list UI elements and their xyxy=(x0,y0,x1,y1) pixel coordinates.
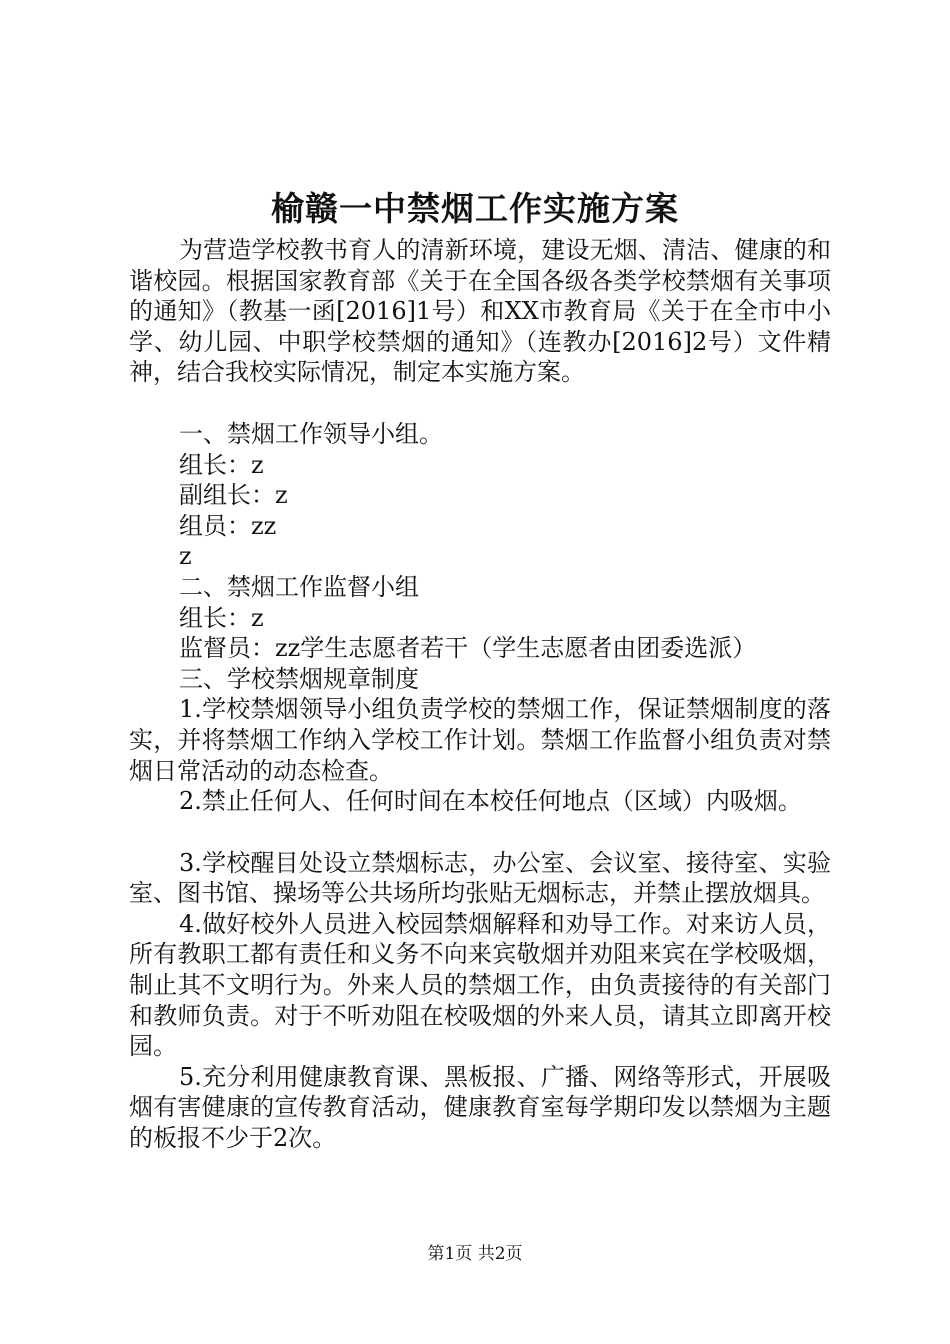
document-title: 榆赣一中禁烟工作实施方案 xyxy=(271,189,679,228)
section-2-leader: 组长：z xyxy=(179,603,264,632)
section-1-heading: 一、禁烟工作领导小组。 xyxy=(179,419,443,448)
intro-paragraph: 为营造学校教书育人的清新环境，建设无烟、清洁、健康的和谐校园。根据国家教育部《关于在全国各级各类学校禁烟有关事项的通知》（教基一函[2016]1号）和XX市教育局《关于在全市中小学、幼儿园、中职学校禁烟的通知》（连教办[2016]2号）文件精神，结合我校实际情况，制定本实施方案。 xyxy=(129,236,831,387)
document-body xyxy=(129,235,831,1154)
rule-1: 1.学校禁烟领导小组负责学校的禁烟工作，保证禁烟制度的落实，并将禁烟工作纳入学校工作计划。禁烟工作监督小组负责对禁烟日常活动的动态检查。 xyxy=(129,695,831,785)
paragraph-gap xyxy=(129,817,831,848)
rule-5: 5.充分利用健康教育课、黑板报、广播、网络等形式，开展吸烟有害健康的宣传教育活动，健康教育室每学期印发以禁烟为主题的板报不少于2次。 xyxy=(129,1062,831,1153)
section-1-leader: 组长：z xyxy=(179,450,264,479)
page-number-footer: 第1页 共2页 xyxy=(427,1244,523,1264)
rule-3: 3.学校醒目处设立禁烟标志，办公室、会议室、接待室、实验室、图书馆、操场等公共场所均张贴无烟标志，并禁止摆放烟具。 xyxy=(129,848,831,908)
section-3-heading: 三、学校禁烟规章制度 xyxy=(179,664,419,693)
section-2-supervisors: 监督员：zz学生志愿者若干（学生志愿者由团委选派） xyxy=(179,634,757,663)
section-1-members: 组员：zz xyxy=(179,511,277,540)
section-2-heading: 二、禁烟工作监督小组 xyxy=(179,572,419,601)
section-1-members-cont: z xyxy=(179,542,192,571)
paragraph-gap xyxy=(129,388,831,419)
rule-2: 2.禁止任何人、任何时间在本校任何地点（区域）内吸烟。 xyxy=(179,787,802,816)
rule-4: 4.做好校外人员进入校园禁烟解释和劝导工作。对来访人员，所有教职工都有责任和义务不向来宾敬烟并劝阻来宾在学校吸烟，制止其不文明行为。外来人员的禁烟工作，由负责接待的有关部门和教师负责。对于不听劝阻在校吸烟的外来人员，请其立即离开校园。 xyxy=(129,909,831,1061)
section-1-deputy: 副组长：z xyxy=(179,481,288,510)
